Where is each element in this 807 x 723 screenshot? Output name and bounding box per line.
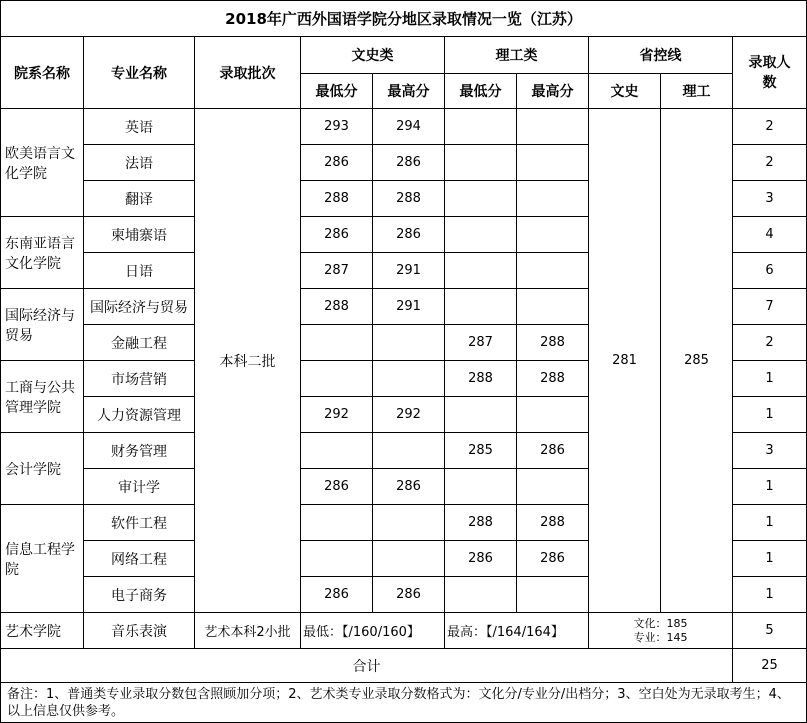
major-cell: 软件工程	[84, 505, 195, 541]
wenshi-min-cell: 286	[301, 145, 373, 181]
major-cell: 电子商务	[84, 577, 195, 613]
wenshi-min-cell	[301, 325, 373, 361]
header-ligong-min: 最低分	[445, 74, 517, 109]
header-wenshi-max: 最高分	[373, 74, 445, 109]
ligong-min-cell: 288	[445, 361, 517, 397]
note-text: 备注：1、普通类专业录取分数包含照顾加分项；2、艺术类专业录取分数格式为：文化分/专业分/出档分；3、空白处为无录取考生；4、以上信息仅供参考。	[1, 683, 807, 723]
college-cell: 信息工程学院	[1, 505, 84, 613]
ligong-max-cell	[517, 181, 589, 217]
wenshi-min-cell: 288	[301, 289, 373, 325]
major-cell: 英语	[84, 109, 195, 145]
admitted-cell: 1	[733, 577, 807, 613]
wenshi-max-cell: 286	[373, 145, 445, 181]
ligong-min-cell: 285	[445, 433, 517, 469]
art-control-culture: 文化：185	[633, 616, 688, 630]
control-li-cell: 285	[661, 109, 733, 613]
header-control-li: 理工	[661, 74, 733, 109]
ligong-max-cell	[517, 577, 589, 613]
ligong-max-cell	[517, 253, 589, 289]
admitted-cell: 6	[733, 253, 807, 289]
admitted-cell: 1	[733, 361, 807, 397]
ligong-min-cell	[445, 217, 517, 253]
wenshi-max-cell: 294	[373, 109, 445, 145]
major-cell: 人力资源管理	[84, 397, 195, 433]
ligong-min-cell	[445, 109, 517, 145]
wenshi-min-cell: 292	[301, 397, 373, 433]
admitted-cell: 4	[733, 217, 807, 253]
college-cell: 艺术学院	[1, 613, 84, 649]
ligong-min-cell	[445, 181, 517, 217]
wenshi-min-cell: 286	[301, 469, 373, 505]
wenshi-min-cell: 286	[301, 577, 373, 613]
major-cell: 金融工程	[84, 325, 195, 361]
wenshi-max-cell: 286	[373, 469, 445, 505]
table-title: 2018年广西外国语学院分地区录取情况一览（江苏）	[1, 1, 807, 37]
total-value: 25	[733, 649, 807, 683]
ligong-max-cell	[517, 397, 589, 433]
admitted-cell: 7	[733, 289, 807, 325]
admitted-cell: 1	[733, 397, 807, 433]
art-control-cell	[589, 613, 733, 649]
college-cell: 国际经济与贸易	[1, 289, 84, 361]
art-max-cell: 最高：【/164/164】	[445, 613, 589, 649]
ligong-min-cell	[445, 145, 517, 181]
major-cell: 市场营销	[84, 361, 195, 397]
college-cell: 工商与公共管理学院	[1, 361, 84, 433]
header-control-wen: 文史	[589, 74, 661, 109]
major-cell: 翻译	[84, 181, 195, 217]
header-major: 专业名称	[84, 37, 195, 109]
major-cell: 法语	[84, 145, 195, 181]
ligong-max-cell	[517, 145, 589, 181]
ligong-min-cell	[445, 397, 517, 433]
wenshi-min-cell: 287	[301, 253, 373, 289]
ligong-min-cell	[445, 253, 517, 289]
admitted-cell: 2	[733, 145, 807, 181]
ligong-max-cell	[517, 289, 589, 325]
art-row	[1, 613, 807, 649]
wenshi-max-cell	[373, 361, 445, 397]
ligong-max-cell: 288	[517, 361, 589, 397]
wenshi-min-cell: 293	[301, 109, 373, 145]
total-label: 合计	[1, 649, 733, 683]
header-batch: 录取批次	[195, 37, 301, 109]
ligong-min-cell: 286	[445, 541, 517, 577]
college-cell: 会计学院	[1, 433, 84, 505]
major-cell: 柬埔寨语	[84, 217, 195, 253]
table-row	[1, 109, 807, 145]
header-ligong-max: 最高分	[517, 74, 589, 109]
ligong-max-cell: 288	[517, 505, 589, 541]
wenshi-max-cell: 286	[373, 577, 445, 613]
ligong-max-cell: 288	[517, 325, 589, 361]
ligong-max-cell	[517, 109, 589, 145]
wenshi-max-cell: 291	[373, 253, 445, 289]
header-control-line: 省控线	[589, 37, 733, 74]
ligong-min-cell: 288	[445, 505, 517, 541]
header-wenshi-min: 最低分	[301, 74, 373, 109]
admitted-cell: 2	[733, 325, 807, 361]
major-cell: 国际经济与贸易	[84, 289, 195, 325]
wenshi-max-cell	[373, 433, 445, 469]
college-cell: 欧美语言文化学院	[1, 109, 84, 217]
admitted-cell: 2	[733, 109, 807, 145]
admitted-cell: 1	[733, 469, 807, 505]
major-cell: 审计学	[84, 469, 195, 505]
admitted-cell: 1	[733, 505, 807, 541]
art-min-cell: 最低：【/160/160】	[301, 613, 445, 649]
wenshi-min-cell	[301, 505, 373, 541]
admitted-cell: 3	[733, 181, 807, 217]
admitted-cell: 3	[733, 433, 807, 469]
ligong-min-cell	[445, 289, 517, 325]
admitted-cell: 1	[733, 541, 807, 577]
header-wenshi: 文史类	[301, 37, 445, 74]
ligong-max-cell	[517, 217, 589, 253]
header-ligong: 理工类	[445, 37, 589, 74]
wenshi-max-cell	[373, 505, 445, 541]
header-college: 院系名称	[1, 37, 84, 109]
art-batch-cell: 艺术本科2小批	[195, 613, 301, 649]
major-cell: 网络工程	[84, 541, 195, 577]
wenshi-max-cell: 291	[373, 289, 445, 325]
batch-cell: 本科二批	[195, 109, 301, 613]
ligong-max-cell: 286	[517, 433, 589, 469]
ligong-max-cell	[517, 469, 589, 505]
note-row	[1, 683, 807, 723]
admitted-cell: 5	[733, 613, 807, 649]
wenshi-min-cell: 286	[301, 217, 373, 253]
art-control-major: 专业：145	[633, 630, 688, 644]
wenshi-max-cell: 288	[373, 181, 445, 217]
wenshi-min-cell	[301, 433, 373, 469]
wenshi-max-cell: 286	[373, 217, 445, 253]
ligong-min-cell	[445, 577, 517, 613]
major-cell: 日语	[84, 253, 195, 289]
control-wen-cell: 281	[589, 109, 661, 613]
total-row	[1, 649, 807, 683]
wenshi-max-cell	[373, 541, 445, 577]
wenshi-min-cell: 288	[301, 181, 373, 217]
ligong-min-cell: 287	[445, 325, 517, 361]
wenshi-max-cell	[373, 325, 445, 361]
header-admitted: 录取人数	[733, 37, 807, 109]
major-cell: 财务管理	[84, 433, 195, 469]
ligong-min-cell	[445, 469, 517, 505]
wenshi-min-cell	[301, 361, 373, 397]
ligong-max-cell: 286	[517, 541, 589, 577]
wenshi-min-cell	[301, 541, 373, 577]
major-cell: 音乐表演	[84, 613, 195, 649]
wenshi-max-cell: 292	[373, 397, 445, 433]
college-cell: 东南亚语言文化学院	[1, 217, 84, 289]
